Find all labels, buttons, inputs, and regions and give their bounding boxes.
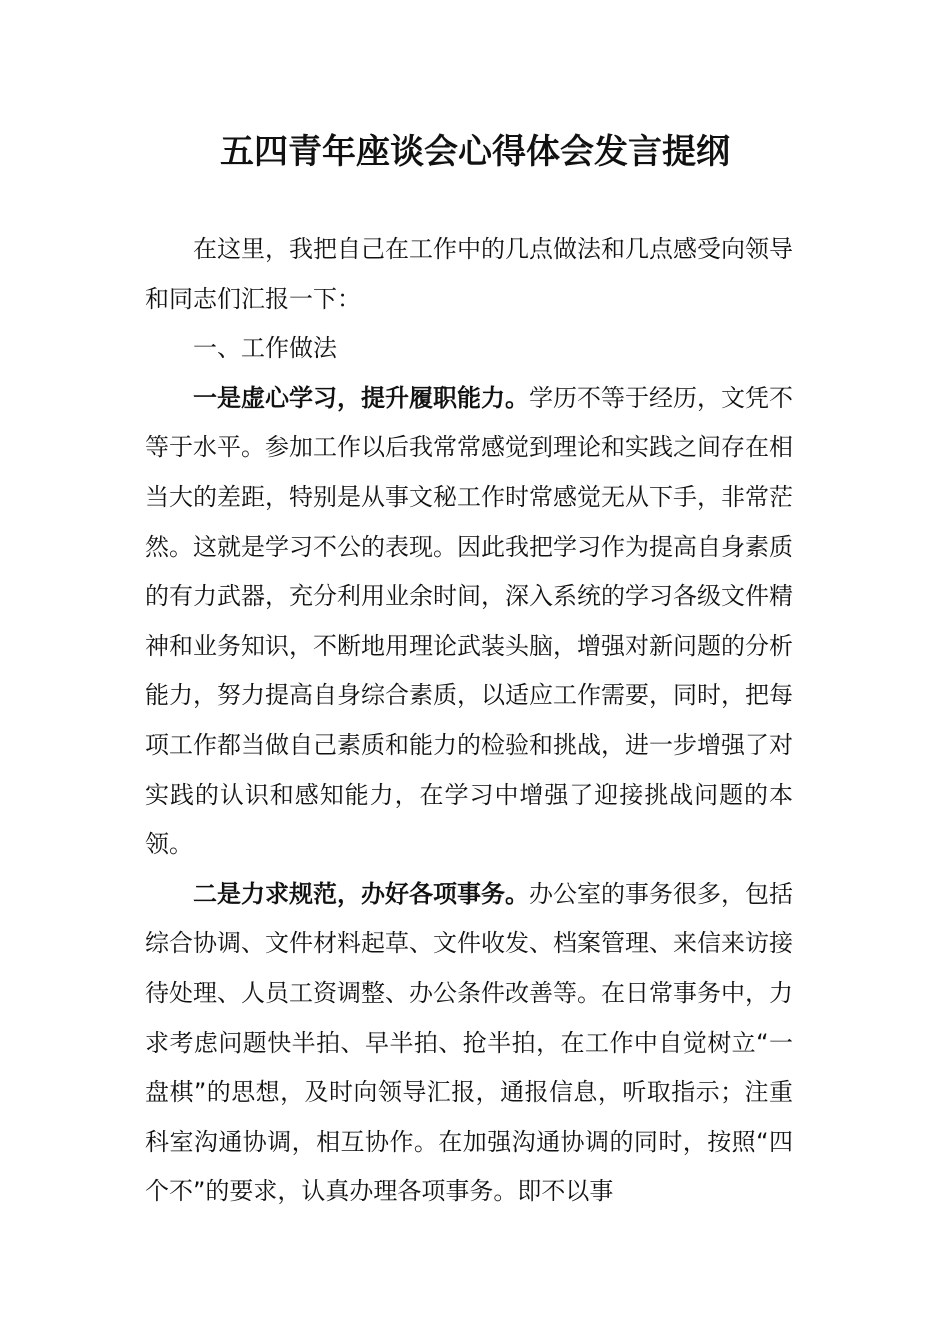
- paragraph-text: 学历不等于经历，文凭不等于水平。参加工作以后我常常感觉到理论和实践之间存在相当大的差距，特别是从事文秘工作时常感觉无从下手，非常茫然。这就是学习不公的表现。因此我把学习作为提高自身素质的有力武器，充分利用业余时间，深入系统的学习各级文件精神和业务知识，不断地用理论武装头脑，增强对新问题的分析能力，努力提高自身综合素质，以适应工作需要，同时，把每项工作都当做自己素质和能力的检验和挑战，进一步增强了对实践的认识和感知能力，在学习中增强了迎接挑战问题的本领。: [145, 383, 793, 859]
- document-title: 五四青年座谈会心得体会发言提纲: [220, 132, 730, 172]
- paragraph-intro: [145, 225, 793, 324]
- paragraph-point-one: [145, 374, 793, 870]
- paragraph-text: 在这里，我把自己在工作中的几点做法和几点感受向领导和同志们汇报一下：: [145, 235, 793, 313]
- paragraph-lead: 一是虚心学习，提升履职能力。: [193, 383, 529, 412]
- section-heading: [145, 324, 793, 374]
- document-body: [145, 225, 793, 1217]
- paragraph-lead: 二是力求规范，办好各项事务。: [193, 879, 529, 908]
- paragraph-text: 一、工作做法: [193, 334, 337, 363]
- paragraph-point-two: [145, 870, 793, 1217]
- paragraph-text: 办公室的事务很多，包括综合协调、文件材料起草、文件收发、档案管理、来信来访接待处理、人员工资调整、办公条件改善等。在日常事务中，力求考虑问题快半拍、早半拍、抢半拍，在工作中自觉树立“一盘棋”的思想，及时向领导汇报，通报信息，听取指示；注重科室沟通协调，相互协作。在加强沟通协调的同时，按照“四个不”的要求，认真办理各项事务。即不以事: [145, 879, 793, 1206]
